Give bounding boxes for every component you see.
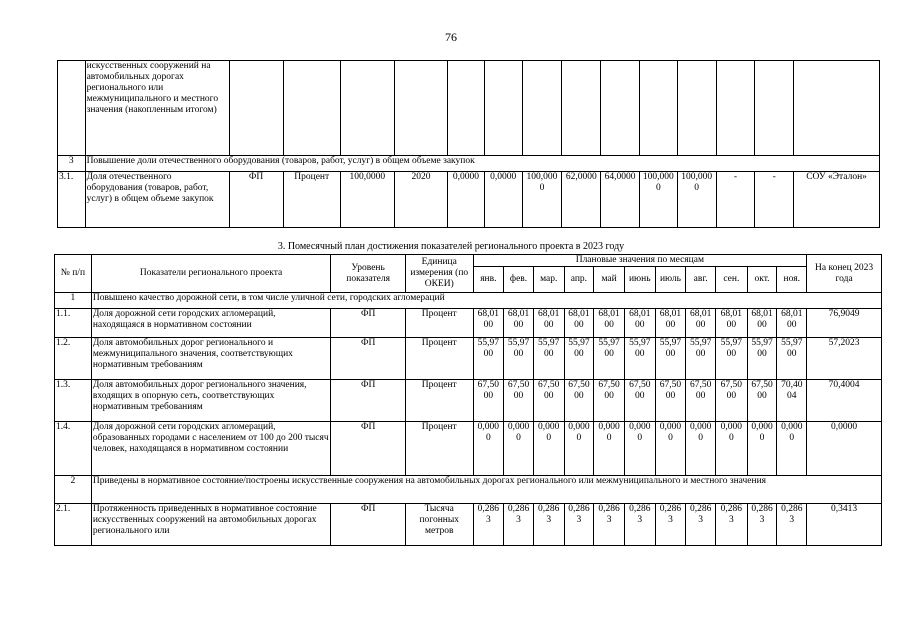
month-value: 67,50 00 [504,380,534,422]
year-end-value: 70,4004 [807,380,882,422]
month-value: 68,01 00 [504,309,534,338]
monthly-plan-table [54,254,882,546]
table-row [55,309,882,338]
month-value: 0,000 0 [624,422,655,476]
value-cell: - [716,172,755,228]
month-value: 67,50 00 [715,380,747,422]
indicator-name: Доля дорожной сети городских агломераций, образованных городами с населением от 100 до 200 тысяч человек, находящаяся в нормативном состоянии [91,422,330,476]
month-value: 55,97 00 [564,338,594,380]
month-value: 67,50 00 [594,380,625,422]
section-title: Повышение доли отечественного оборудования (товаров, работ, услуг) в общем объеме закупок [85,156,879,172]
value-cell: 100,000 0 [677,172,716,228]
month-value: 67,50 00 [564,380,594,422]
month-value: 68,01 00 [594,309,625,338]
month-value: 55,97 00 [715,338,747,380]
indicator-unit: Процент [405,309,473,338]
month-value: 55,97 00 [533,338,564,380]
month-header: окт. [747,267,777,293]
row-number: 3.1. [58,172,86,228]
month-value: 68,01 00 [533,309,564,338]
month-value: 0,286 3 [777,504,807,546]
table-row [55,338,882,380]
section-row [55,293,882,309]
indicator-name: Протяженность приведенных в нормативное состояние искусственных сооружений на автомобильных дорогах регионального или [91,504,330,546]
value-cell: 0,0000 [448,172,485,228]
responsible: СОУ «Эталон» [794,172,880,228]
indicator-name: Доля отечественного оборудования (товаров, работ, услуг) в общем объеме закупок [85,172,229,228]
month-header: авг. [686,267,716,293]
table-row [58,61,880,156]
year-end-value: 0,0000 [807,422,882,476]
value-cell: 100,000 0 [639,172,677,228]
month-value: 55,97 00 [777,338,807,380]
year-end-value: 57,2023 [807,338,882,380]
month-value: 55,97 00 [504,338,534,380]
month-value: 55,97 00 [686,338,716,380]
table-row [55,422,882,476]
table-row [55,504,882,546]
indicator-level: ФП [331,309,406,338]
section-number: 3 [58,156,86,172]
indicator-level: ФП [331,422,406,476]
indicator-unit: Процент [283,172,340,228]
month-value: 68,01 00 [686,309,716,338]
indicator-level: ФП [331,504,406,546]
indicator-name: Доля автомобильных дорог регионального и межмуниципального значения, соответствующих нормативным требованиям [91,338,330,380]
section-2-rows [55,504,882,546]
month-value: 68,01 00 [624,309,655,338]
month-value: 67,50 00 [655,380,686,422]
month-header: май [594,267,625,293]
month-value: 0,000 0 [594,422,625,476]
month-value: 0,286 3 [533,504,564,546]
month-value: 70,40 04 [777,380,807,422]
table-row [55,380,882,422]
month-value: 0,000 0 [715,422,747,476]
section-1-rows [55,309,882,476]
month-value: 0,286 3 [715,504,747,546]
month-value: 0,000 0 [777,422,807,476]
year-end-value: 76,9049 [807,309,882,338]
month-header: июнь [624,267,655,293]
indicator-unit: Процент [405,338,473,380]
value-cell: 64,0000 [601,172,640,228]
row-number: 2.1. [55,504,92,546]
table-caption: 3. Помесячный план достижения показателей регионального проекта в 2023 году [277,241,625,252]
month-value: 68,01 00 [655,309,686,338]
month-value: 0,286 3 [747,504,777,546]
month-value: 0,286 3 [504,504,534,546]
indicator-level: ФП [331,338,406,380]
table-row [58,172,880,228]
month-value: 0,000 0 [655,422,686,476]
indicator-level: ФП [331,380,406,422]
month-value: 55,97 00 [594,338,625,380]
section-row [55,476,882,504]
month-value: 67,50 00 [533,380,564,422]
value-cell: 0,0000 [484,172,522,228]
month-value: 0,000 0 [533,422,564,476]
month-value: 0,286 3 [594,504,625,546]
month-value: 68,01 00 [777,309,807,338]
month-header: фев. [504,267,534,293]
row-number: 1.3. [55,380,92,422]
month-value: 0,000 0 [504,422,534,476]
page-number: 76 [445,30,457,44]
month-value: 55,97 00 [624,338,655,380]
year-end-value: 0,3413 [807,504,882,546]
month-header: мар. [533,267,564,293]
section-title: Приведены в нормативное состояние/построены искусственные сооружения на автомобильных дорогах регионального или межмуниципального и местного значения [91,476,881,504]
month-value: 68,01 00 [473,309,504,338]
value-cell: 62,0000 [562,172,601,228]
row-number: 1.2. [55,338,92,380]
indicator-unit: Процент [405,422,473,476]
col-header-num: № п/п [55,255,92,293]
section-number: 2 [55,476,92,504]
month-value: 55,97 00 [747,338,777,380]
col-header-name: Показатели регионального проекта [91,255,330,293]
month-value: 67,50 00 [686,380,716,422]
month-value: 0,286 3 [564,504,594,546]
month-value: 55,97 00 [473,338,504,380]
month-value: 0,000 0 [564,422,594,476]
month-value: 0,286 3 [686,504,716,546]
col-header-end: На конец 2023 года [807,255,882,293]
month-value: 68,01 00 [564,309,594,338]
month-value: 0,286 3 [655,504,686,546]
section-title: Повышено качество дорожной сети, в том числе уличной сети, городских агломераций [91,293,881,309]
month-value: 0,000 0 [686,422,716,476]
month-value: 68,01 00 [715,309,747,338]
month-header: янв. [473,267,504,293]
month-value: 0,286 3 [624,504,655,546]
indicator-name: Доля дорожной сети городских агломераций, находящаяся в нормативном состоянии [91,309,330,338]
indicators-table-continued [57,60,880,228]
month-value: 0,000 0 [747,422,777,476]
col-header-unit: Единица измерения (по ОКЕИ) [405,255,473,293]
month-value: 55,97 00 [655,338,686,380]
month-value: 67,50 00 [747,380,777,422]
value-cell: 100,000 0 [522,172,562,228]
month-header: июль [655,267,686,293]
row-number: 1.1. [55,309,92,338]
month-value: 67,50 00 [473,380,504,422]
section-number: 1 [55,293,92,309]
section-row [58,156,880,172]
indicator-name: искусственных сооружений на автомобильных дорогах регионального или межмуниципального и местного значения (накопленным итогом) [85,61,229,156]
indicator-name: Доля автомобильных дорог регионального значения, входящих в опорную сеть, соответствующих нормативным требованиям [91,380,330,422]
month-value: 0,000 0 [473,422,504,476]
col-header-level: Уровень показателя [331,255,406,293]
month-value: 67,50 00 [624,380,655,422]
month-header: сен. [715,267,747,293]
value-cell: - [755,172,794,228]
base-value: 100,0000 [340,172,394,228]
col-header-plan: Плановые значения по месяцам [473,255,807,267]
row-number: 1.4. [55,422,92,476]
month-value: 68,01 00 [747,309,777,338]
base-year: 2020 [394,172,447,228]
month-value: 0,286 3 [473,504,504,546]
indicator-unit: Тысяча погонных метров [405,504,473,546]
indicator-level: ФП [229,172,283,228]
month-header: ноя. [777,267,807,293]
month-header: апр. [564,267,594,293]
indicator-unit: Процент [405,380,473,422]
